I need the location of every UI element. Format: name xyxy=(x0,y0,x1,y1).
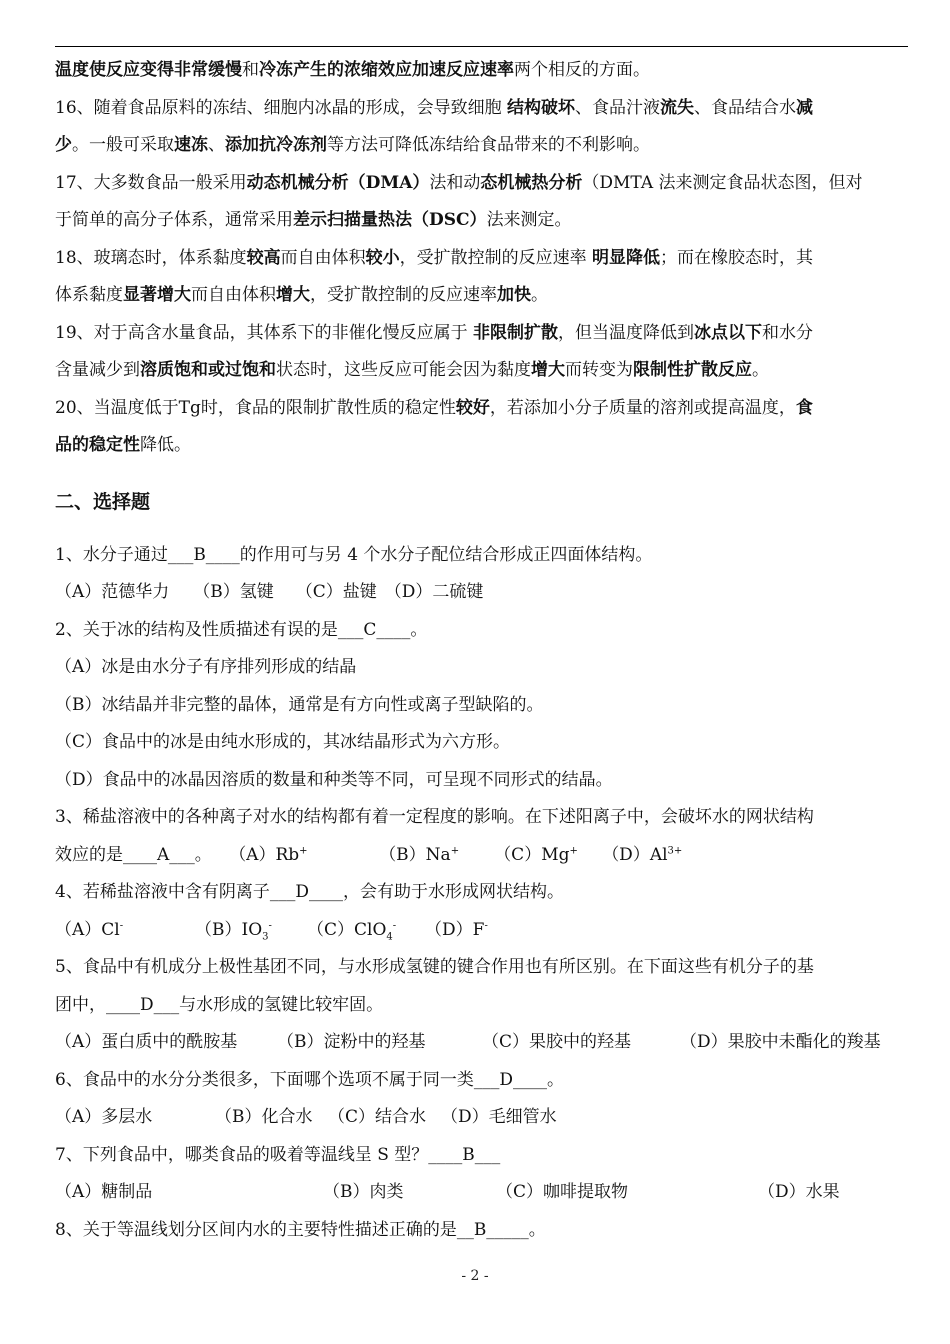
choice-4-options xyxy=(55,912,908,950)
option-b: （B）肉类 xyxy=(323,1182,404,1202)
text: 、食品结合水 xyxy=(694,97,797,118)
choice-7-stem: 7、下列食品中，哪类食品的吸着等温线呈 S 型？____B___ xyxy=(55,1144,501,1165)
q20-line1 xyxy=(55,390,908,428)
choice-6-options xyxy=(55,1099,908,1137)
answer-text: 冷冻产生的浓缩效应加速反应速率 xyxy=(259,60,514,80)
q17-line1 xyxy=(55,165,908,203)
q19-line2 xyxy=(55,352,908,390)
text: ，但当温度降低到 xyxy=(558,322,695,343)
text: 20、当温度低于Tg时，食品的限制扩散性质的稳定性 xyxy=(55,397,456,418)
answer-text: 增大 xyxy=(531,360,565,380)
text: 16、随着食品原料的冻结、细胞内冰晶的形成，会导致细胞 xyxy=(55,97,508,118)
choice-2-option-c: （C）食品中的冰是由纯水形成的，其冰结晶形式为六方形。 xyxy=(55,732,511,752)
text: （DMTA 法来测定食品状态图，但对 xyxy=(582,172,863,193)
text: 、 xyxy=(208,135,225,155)
text: 和水分 xyxy=(762,322,814,343)
option-d: （D）水果 xyxy=(758,1182,840,1202)
answer-text: 非限制扩散 xyxy=(473,322,559,343)
option-c: （C）ClO$_4$- xyxy=(307,919,397,942)
choice-2-option-b: （B）冰结晶并非完整的晶体，通常是有方向性或离子型缺陷的。 xyxy=(55,694,544,715)
choice-1-stem: 1、水分子通过___B____的作用可与另 4 个水分子配位结合形成正四面体结构。 xyxy=(55,544,653,565)
choice-3-stem-line1: 3、稀盐溶液中的各种离子对水的结构都有着一定程度的影响。在下述阳离子中，会破坏水的网状结构 xyxy=(55,807,814,827)
answer-text: 少 xyxy=(55,135,72,155)
answer-text: 较好 xyxy=(455,397,490,418)
q16-line1 xyxy=(55,90,908,128)
answer-text: 结构破坏 xyxy=(507,97,576,118)
choice-1-options xyxy=(55,574,908,612)
answer-text: 较小 xyxy=(365,247,400,268)
choice-5-stem-line2: 团中，____D___与水形成的氢键比较牢固。 xyxy=(55,994,384,1015)
text: 降低。 xyxy=(140,435,191,455)
text: ，受扩散控制的反应速率 xyxy=(399,247,593,268)
choice-2-stem: 2、关于冰的结构及性质描述有误的是___C____。 xyxy=(55,619,428,640)
option-d: （D）F- xyxy=(425,919,488,940)
option-d: $(D)Al^{3+}$ xyxy=(602,844,683,865)
choice-2-option-a: （A）冰是由水分子有序排列形成的结晶 xyxy=(55,657,357,677)
option-a: （A）Cl- xyxy=(55,919,124,940)
answer-text: 较高 xyxy=(246,247,281,268)
q19-line1 xyxy=(55,315,908,353)
choice-8-stem: 8、关于等温线划分区间内水的主要特性描述正确的是__B_____。 xyxy=(55,1219,546,1240)
q17-line2 xyxy=(55,202,908,240)
choice-5-options xyxy=(55,1024,908,1062)
q20-line2 xyxy=(55,427,908,465)
option-b: （B）淀粉中的羟基 xyxy=(277,1032,426,1052)
choice-7-options xyxy=(55,1174,908,1212)
answer-text: 冰点以下 xyxy=(694,322,763,343)
document-body xyxy=(55,52,908,1249)
answer-text: 速冻 xyxy=(174,135,208,155)
option-c: （C）果胶中的羟基 xyxy=(482,1032,632,1052)
text: 、食品汁液 xyxy=(575,97,661,118)
option-c: （C）结合水 xyxy=(328,1107,427,1127)
text: 含量减少到 xyxy=(55,360,140,380)
text: 法来测定。 xyxy=(486,210,572,230)
option-b: （B）化合水 xyxy=(215,1107,313,1127)
text: ，受扩散控制的反应速率 xyxy=(310,285,497,305)
choice-4-stem: 4、若稀盐溶液中含有阴离子___D____，会有助于水形成网状结构。 xyxy=(55,882,564,902)
answer-text: 食 xyxy=(795,397,813,418)
option-c: （C）咖啡提取物 xyxy=(496,1182,629,1202)
answer-text: 态机械热分析 xyxy=(480,172,583,193)
answer-text: 加快 xyxy=(497,285,531,305)
option-b: （B）Na+ xyxy=(379,844,460,865)
q18-line2 xyxy=(55,277,908,315)
text: 17、大多数食品一般采用 xyxy=(55,172,247,193)
text: 两个相反的方面。 xyxy=(514,60,650,80)
page-number: - 2 - xyxy=(461,1268,489,1284)
option-d: （D）二硫键 xyxy=(384,582,484,602)
choice-5-stem-line1: 5、食品中有机成分上极性基团不同，与水形成氢键的键合作用也有所区别。在下面这些有机分子的基 xyxy=(55,957,814,977)
text: 。 xyxy=(531,285,548,305)
answer-text: 显著增大 xyxy=(123,285,191,305)
option-d: （D）果胶中未酯化的羧基 xyxy=(680,1032,881,1052)
text: 而转变为 xyxy=(565,360,633,380)
text: 19、对于高含水量食品，其体系下的非催化慢反应属于 xyxy=(55,322,474,343)
option-b: （B）氢键 xyxy=(193,582,274,602)
text: 等方法可降低冻结给食品带来的不利影响。 xyxy=(327,135,650,155)
text: 法和动 xyxy=(429,172,481,193)
option-d: （D）毛细管水 xyxy=(441,1107,557,1127)
answer-text: 流失 xyxy=(660,97,695,118)
q15-continuation xyxy=(55,52,908,90)
answer-text: 溶质饱和或过饱和 xyxy=(140,360,276,380)
choice-6-stem: 6、食品中的水分分类很多，下面哪个选项不属于同一类___D____。 xyxy=(55,1069,564,1090)
option-c: （C）盐键 xyxy=(295,582,377,602)
choice-3-stem-line2 xyxy=(55,837,908,875)
text: 18、玻璃态时，体系黏度 xyxy=(55,247,247,268)
text: ；而在橡胶态时，其 xyxy=(660,247,814,268)
answer-text: 减 xyxy=(796,97,814,118)
text: 效应的是____A___。 xyxy=(55,844,212,865)
text: 体系黏度 xyxy=(55,285,123,305)
q16-line2 xyxy=(55,127,908,165)
answer-text: 品的稳定性 xyxy=(55,435,140,455)
text: 于简单的高分子体系，通常采用 xyxy=(55,210,293,230)
text: 。 xyxy=(752,360,769,380)
answer-text: 明显降低 xyxy=(592,247,661,268)
answer-text: 温度使反应变得非常缓慢 xyxy=(55,60,242,80)
choice-2-option-d: （D）食品中的冰晶因溶质的数量和种类等不同，可呈现不同形式的结晶。 xyxy=(55,769,613,790)
text: 而自由体积 xyxy=(280,247,366,268)
text: 而自由体积 xyxy=(191,285,276,305)
text: 和 xyxy=(242,60,259,80)
answer-text: 动态机械分析（DMA） xyxy=(246,172,430,193)
option-a: （A）蛋白质中的酰胺基 xyxy=(55,1032,238,1052)
option-a: （A）多层水 xyxy=(55,1107,153,1127)
text: 状态时，这些反应可能会因为黏度 xyxy=(276,360,531,380)
q18-line1 xyxy=(55,240,908,278)
answer-text: 添加抗冷冻剂 xyxy=(225,135,327,155)
answer-text: 限制性扩散反应 xyxy=(633,360,752,380)
option-a: （A）糖制品 xyxy=(55,1182,153,1202)
option-a: （A）范德华力 xyxy=(55,582,170,602)
option-c: （C）Mg+ xyxy=(494,844,578,865)
text: 。一般可采取 xyxy=(72,135,174,155)
section-title: 二、选择题 xyxy=(55,490,151,513)
text: ，若添加小分子质量的溶剂或提高温度， xyxy=(489,397,796,418)
answer-text: 增大 xyxy=(276,285,310,305)
top-rule xyxy=(55,46,908,47)
option-b: $(B)IO_3^-$ xyxy=(195,919,272,942)
option-a: （A）Rb+ xyxy=(229,844,308,865)
answer-text: 差示扫描量热法（DSC） xyxy=(293,210,487,230)
